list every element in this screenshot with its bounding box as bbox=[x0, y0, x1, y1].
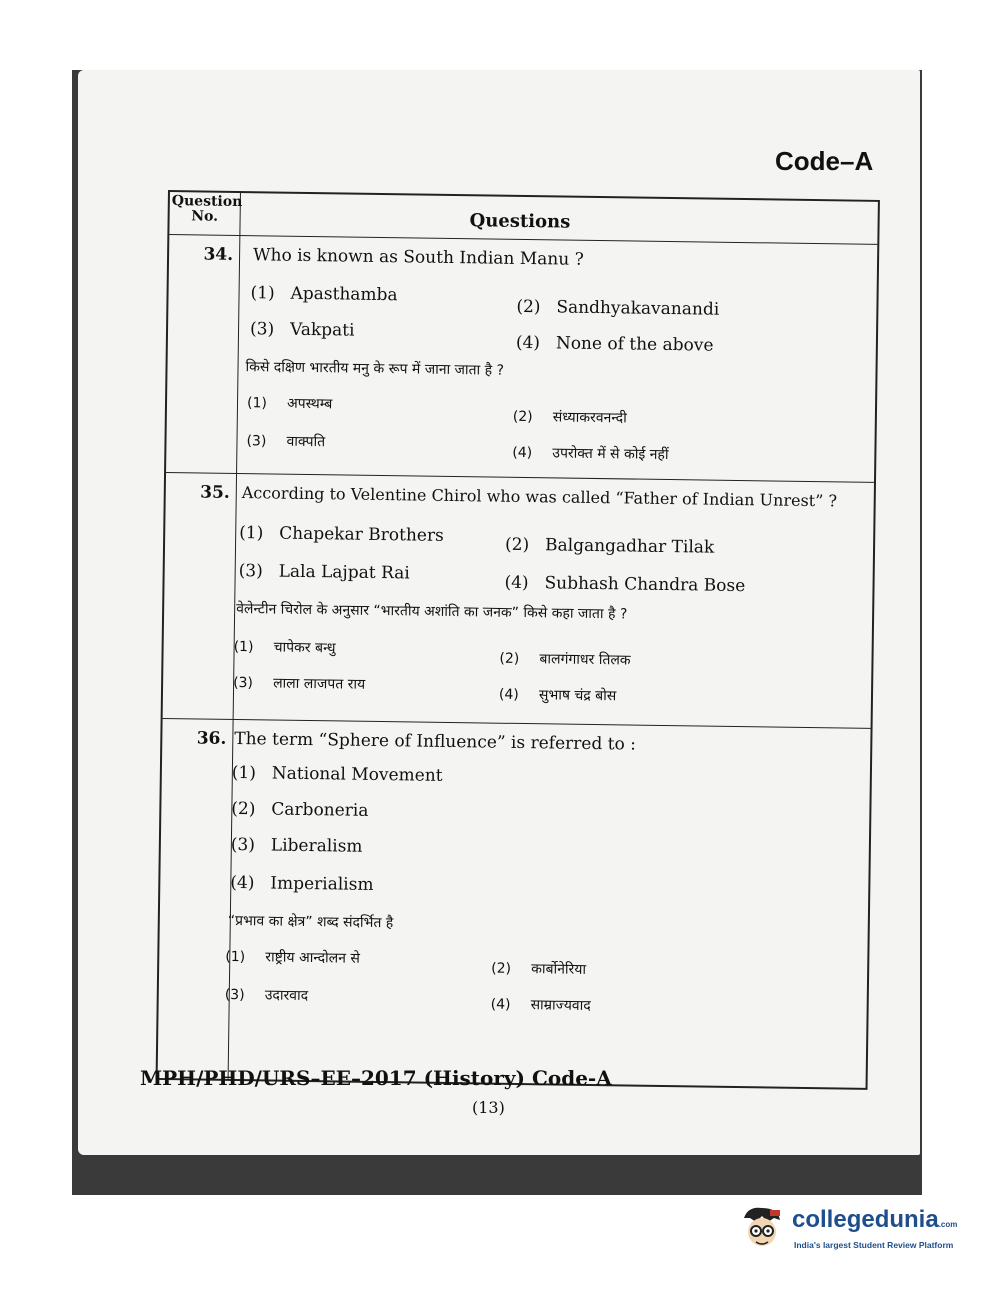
option-4: (4) None of the above bbox=[515, 332, 714, 356]
brand-name: collegedunia.com bbox=[792, 1206, 958, 1233]
hindi-option-4: (4) उपरोक्त में से कोई नहीं bbox=[512, 444, 669, 464]
collegedunia-logo[interactable] bbox=[738, 1200, 968, 1258]
question-text: Who is known as South Indian Manu ? bbox=[252, 245, 584, 270]
question-36 bbox=[158, 718, 871, 1088]
option-4: (4) Imperialism bbox=[230, 872, 374, 895]
hindi-option-1: (1) राष्ट्रीय आन्दोलन से bbox=[225, 948, 361, 967]
option-4: (4) Subhash Chandra Bose bbox=[504, 572, 746, 597]
question-text: According to Velentine Chirol who was called “Father of Indian Unrest” ? bbox=[241, 483, 838, 511]
option-1: (1) National Movement bbox=[231, 762, 443, 786]
question-table bbox=[156, 190, 880, 1090]
hindi-option-1: (1) चापेकर बन्धु bbox=[233, 638, 336, 657]
header-question-no: Question No. bbox=[171, 193, 243, 225]
mascot-icon bbox=[738, 1204, 786, 1252]
brand-tagline: India's largest Student Review Platform bbox=[794, 1240, 954, 1250]
option-1: (1) Chapekar Brothers bbox=[239, 523, 444, 546]
option-3: (3) Lala Lajpat Rai bbox=[238, 561, 410, 584]
question-number: 35. bbox=[200, 482, 230, 503]
page-number: (13) bbox=[472, 1098, 505, 1117]
question-number: 34. bbox=[203, 244, 234, 265]
hindi-question-text: “प्रभाव का क्षेत्र” शब्द संदर्भित है bbox=[227, 912, 394, 932]
hindi-question-text: किसे दक्षिण भारतीय मनु के रूप में जाना जाता है ? bbox=[245, 359, 505, 379]
header-questions: Questions bbox=[469, 210, 571, 233]
option-3: (3) Liberalism bbox=[230, 834, 363, 857]
hindi-question-text: वेलेन्टीन चिरोल के अनुसार “भारतीय अशांति का जनक” किसे कहा जाता है ? bbox=[236, 600, 628, 623]
option-2: (2) Carboneria bbox=[231, 798, 369, 821]
paper-code-header: Code–A bbox=[775, 146, 874, 176]
hindi-option-2: (2) कार्बोनेरिया bbox=[491, 960, 587, 978]
hindi-option-3: (3) वाक्पति bbox=[246, 433, 326, 451]
hindi-option-2: (2) बालगंगाधर तिलक bbox=[499, 650, 631, 669]
hindi-option-4: (4) सुभाष चंद्र बोस bbox=[498, 686, 617, 705]
question-35 bbox=[163, 472, 874, 729]
hindi-option-3: (3) लाला लाजपत राय bbox=[233, 674, 366, 693]
hindi-option-2: (2) संध्याकरवनन्दी bbox=[512, 408, 627, 427]
question-number: 36. bbox=[196, 728, 227, 749]
option-3: (3) Vakpati bbox=[249, 319, 355, 341]
hindi-option-4: (4) साम्राज्यवाद bbox=[490, 996, 591, 1014]
footer-exam-title: MPH/PHD/URS–EE–2017 (History) Code-A bbox=[140, 1066, 612, 1090]
option-2: (2) Balgangadhar Tilak bbox=[504, 534, 715, 558]
question-34 bbox=[166, 234, 877, 483]
hindi-option-3: (3) उदारवाद bbox=[224, 986, 309, 1005]
question-text: The term “Sphere of Influence” is referred to : bbox=[234, 728, 637, 755]
option-2: (2) Sandhyakavanandi bbox=[516, 296, 720, 320]
option-1: (1) Apasthamba bbox=[250, 283, 398, 306]
hindi-option-1: (1) अपस्थम्ब bbox=[246, 395, 333, 413]
